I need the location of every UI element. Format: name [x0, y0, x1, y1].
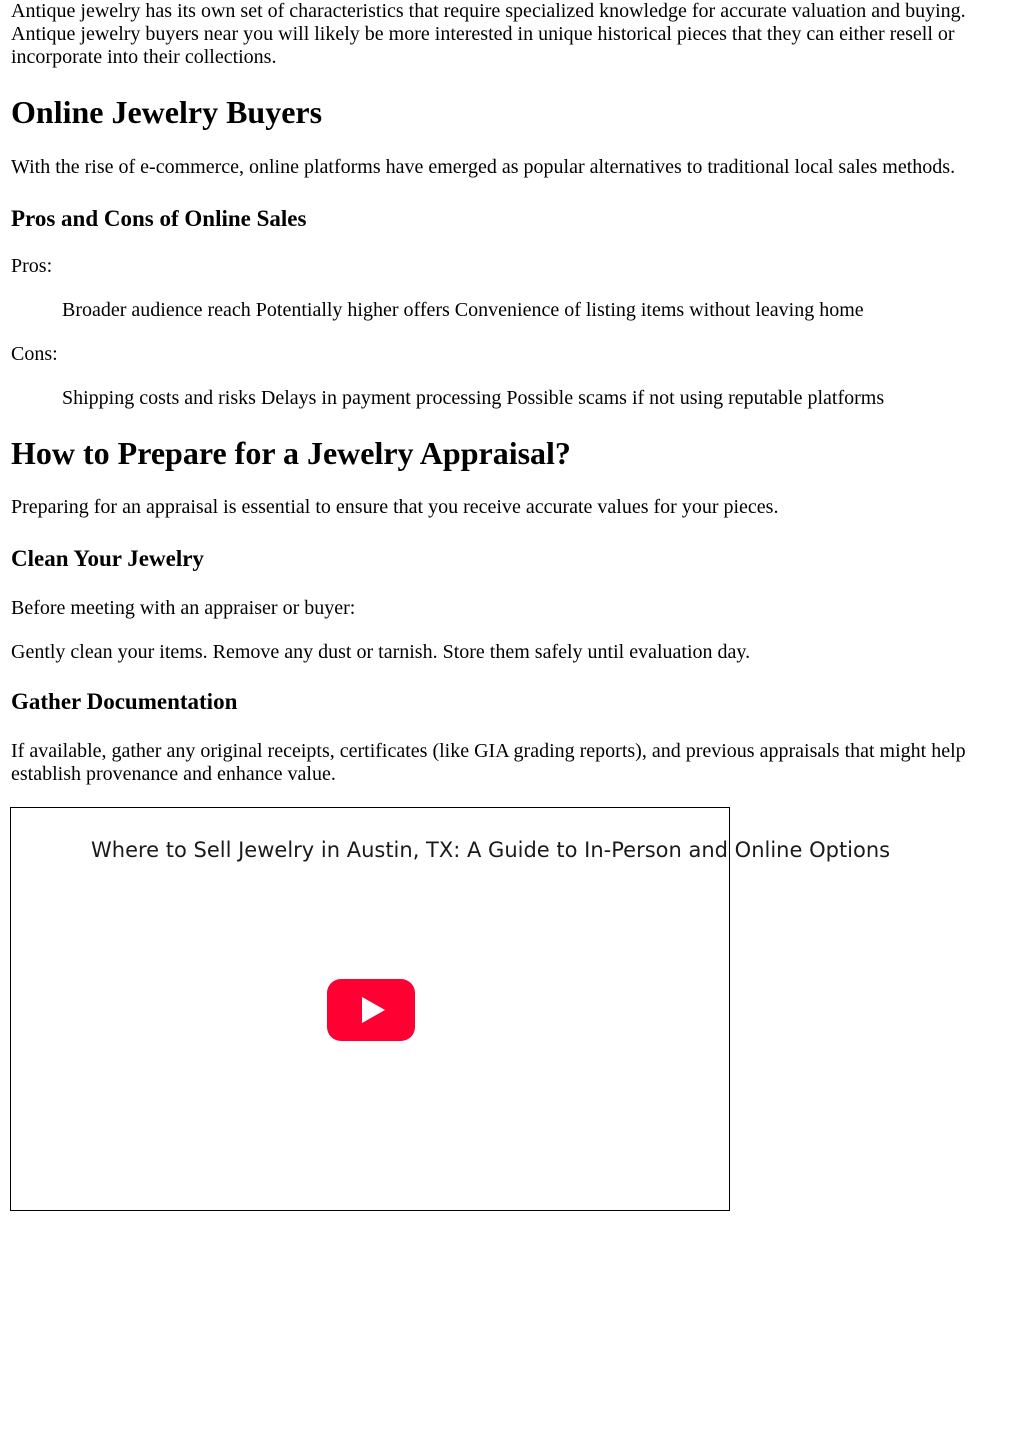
appraisal-heading: How to Prepare for a Jewelry Appraisal? — [11, 435, 571, 471]
online-buyers-heading: Online Jewelry Buyers — [11, 94, 323, 130]
gather-documentation-paragraph: If available, gather any original receipts, certificates (like GIA grading reports), and previous appraisals that might help establish provenance and enhance value. — [11, 740, 966, 785]
pros-list: Broader audience reach Potentially higher offers Convenience of listing items without leaving home — [62, 299, 864, 321]
gather-documentation-heading: Gather Documentation — [11, 689, 238, 714]
clean-jewelry-heading: Clean Your Jewelry — [11, 546, 204, 571]
pros-label: Pros: — [11, 255, 53, 277]
youtube-play-icon[interactable] — [327, 979, 415, 1041]
clean-steps-paragraph: Gently clean your items. Remove any dust or tarnish. Store them safely until evaluation day. — [11, 641, 751, 663]
pros-cons-heading: Pros and Cons of Online Sales — [11, 206, 307, 231]
appraisal-paragraph: Preparing for an appraisal is essential to ensure that you receive accurate values for your pieces. — [11, 496, 779, 518]
video-embed[interactable] — [10, 807, 891, 1211]
cons-list: Shipping costs and risks Delays in payment processing Possible scams if not using reputable platforms — [62, 387, 885, 409]
video-title[interactable]: Where to Sell Jewelry in Austin, TX: A Guide to In-Person and Online Options — [91, 838, 891, 862]
intro-paragraph: Antique jewelry has its own set of characteristics that require specialized knowledge for accurate valuation and buying. Antique jewelry buyers near you will likely be more interested in unique historical pieces that they can either resell or incorporate into their collections. — [11, 0, 966, 68]
cons-label: Cons: — [11, 343, 58, 365]
online-buyers-paragraph: With the rise of e-commerce, online platforms have emerged as popular alternatives to traditional local sales methods. — [11, 156, 956, 178]
clean-intro-paragraph: Before meeting with an appraiser or buyer: — [11, 597, 356, 619]
